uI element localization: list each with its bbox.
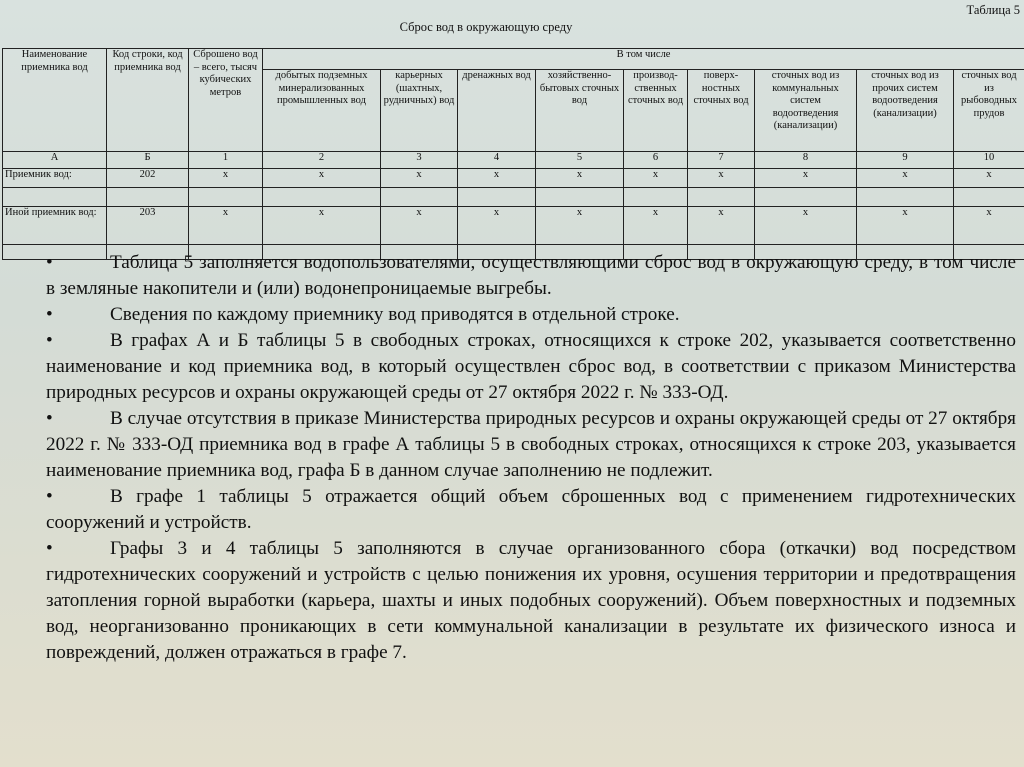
- paragraph: [46, 328, 1016, 406]
- column-number: 9: [857, 152, 954, 169]
- row-name: Иной приемник вод:: [3, 207, 107, 245]
- column-number: 5: [536, 152, 624, 169]
- header-total: Сброшено вод – всего, тысяч кубических метров: [189, 49, 263, 152]
- table-cell: x: [688, 207, 755, 245]
- table-cell: x: [954, 169, 1024, 188]
- column-number: 8: [755, 152, 857, 169]
- table-cell: x: [189, 207, 263, 245]
- table-row: [3, 169, 1024, 188]
- row-code: 202: [107, 169, 189, 188]
- table-cell: x: [381, 207, 458, 245]
- table-title: Сброс вод в окружающую среду: [399, 20, 573, 34]
- column-number: Б: [107, 152, 189, 169]
- table-cell: x: [755, 169, 857, 188]
- table-cell: x: [458, 207, 536, 245]
- paragraph-text: В графе 1 таблицы 5 отражается общий объем сброшенных вод с применением гидротехнических сооружений и устройств.: [46, 486, 1016, 533]
- bullet: •: [46, 408, 53, 429]
- header-sub: хозяйственно-бытовых сточных вод: [536, 70, 624, 152]
- table-cell: x: [688, 169, 755, 188]
- table-cell: x: [189, 169, 263, 188]
- paragraph-text: Графы 3 и 4 таблицы 5 заполняются в случае организованного сбора (откачки) вод посредством гидротехнических сооружений и устройств с целью понижения их уровня, осушения территории и предотвращения затопления горной выработки (карьера, шахты и иных подобных сооружений). Объем поверхностных и подземных вод, неорганизованно проникающих в сети коммунальной канализации в результате их физического износа и повреждений, должен отражаться в графе 7.: [46, 538, 1016, 663]
- bullet: •: [46, 304, 53, 325]
- table-cell: x: [536, 169, 624, 188]
- paragraph: [46, 406, 1016, 484]
- paragraph: [46, 484, 1016, 536]
- column-number: 2: [263, 152, 381, 169]
- header-sub: сточных вод из коммунальных систем водоотведения (канализации): [755, 70, 857, 152]
- table-cell: x: [263, 169, 381, 188]
- paragraph-text: Сведения по каждому приемнику вод приводятся в отдельной строке.: [110, 304, 680, 325]
- header-sub: сточных вод из прочих систем водоотведения (канализации): [857, 70, 954, 152]
- paragraph: [46, 536, 1016, 666]
- header-sub: производ-ственных сточных вод: [624, 70, 688, 152]
- bullet: •: [46, 330, 53, 351]
- header-sub: добытых подземных минерализованных промышленных вод: [263, 70, 381, 152]
- table-cell: x: [458, 169, 536, 188]
- table-row: [3, 207, 1024, 245]
- header-sub: поверх-ностных сточных вод: [688, 70, 755, 152]
- row-code: 203: [107, 207, 189, 245]
- table-cell: x: [381, 169, 458, 188]
- column-number: 4: [458, 152, 536, 169]
- instructions-text: [46, 250, 1016, 666]
- table-cell: x: [857, 169, 954, 188]
- column-number: 6: [624, 152, 688, 169]
- paragraph: [46, 302, 1016, 328]
- column-number: 3: [381, 152, 458, 169]
- bullet: •: [46, 538, 53, 559]
- table-cell: x: [624, 207, 688, 245]
- column-number: А: [3, 152, 107, 169]
- column-number: 1: [189, 152, 263, 169]
- water-discharge-table: [2, 48, 1024, 260]
- paragraph-text: Таблица 5 заполняется водопользователями, осуществляющими сброс вод в окружающую среду, в том числе в земляные накопители и (или) водонепроницаемые выгребы.: [46, 252, 1016, 299]
- table-cell: x: [755, 207, 857, 245]
- table-cell: x: [954, 207, 1024, 245]
- header-sub: дренажных вод: [458, 70, 536, 152]
- paragraph: [46, 250, 1016, 302]
- paragraph-text: В случае отсутствия в приказе Министерства природных ресурсов и охраны окружающей среды от 27 октября 2022 г. № 333-ОД приемника вод в графе А таблицы 5 в свободных строках, относящихся к строке 203, указывается наименование приемника вод, графа Б в данном случае заполнению не подлежит.: [46, 408, 1016, 481]
- bullet: •: [46, 252, 53, 273]
- header-code: Код строки, код приемника вод: [107, 49, 189, 152]
- column-number: 7: [688, 152, 755, 169]
- table-caption: Таблица 5: [966, 3, 1020, 17]
- header-sub: карьерных (шахтных, рудничных) вод: [381, 70, 458, 152]
- column-number: 10: [954, 152, 1024, 169]
- bullet: •: [46, 486, 53, 507]
- paragraph-text: В графах А и Б таблицы 5 в свободных строках, относящихся к строке 202, указывается соответственно наименование и код приемника вод, в который осуществлен сброс вод, в соответствии с приказом Министерства природных ресурсов и охраны окружающей среды от 27 октября 2022 г. № 333-ОД.: [46, 330, 1016, 403]
- table-cell: x: [857, 207, 954, 245]
- header-name: Наименование приемника вод: [3, 49, 107, 152]
- header-sub: сточных вод из рыбоводных прудов: [954, 70, 1024, 152]
- table-cell: x: [263, 207, 381, 245]
- header-including: В том числе: [263, 49, 1024, 70]
- table-cell: x: [536, 207, 624, 245]
- table-row-empty: [3, 188, 1024, 207]
- row-name: Приемник вод:: [3, 169, 107, 188]
- table-cell: x: [624, 169, 688, 188]
